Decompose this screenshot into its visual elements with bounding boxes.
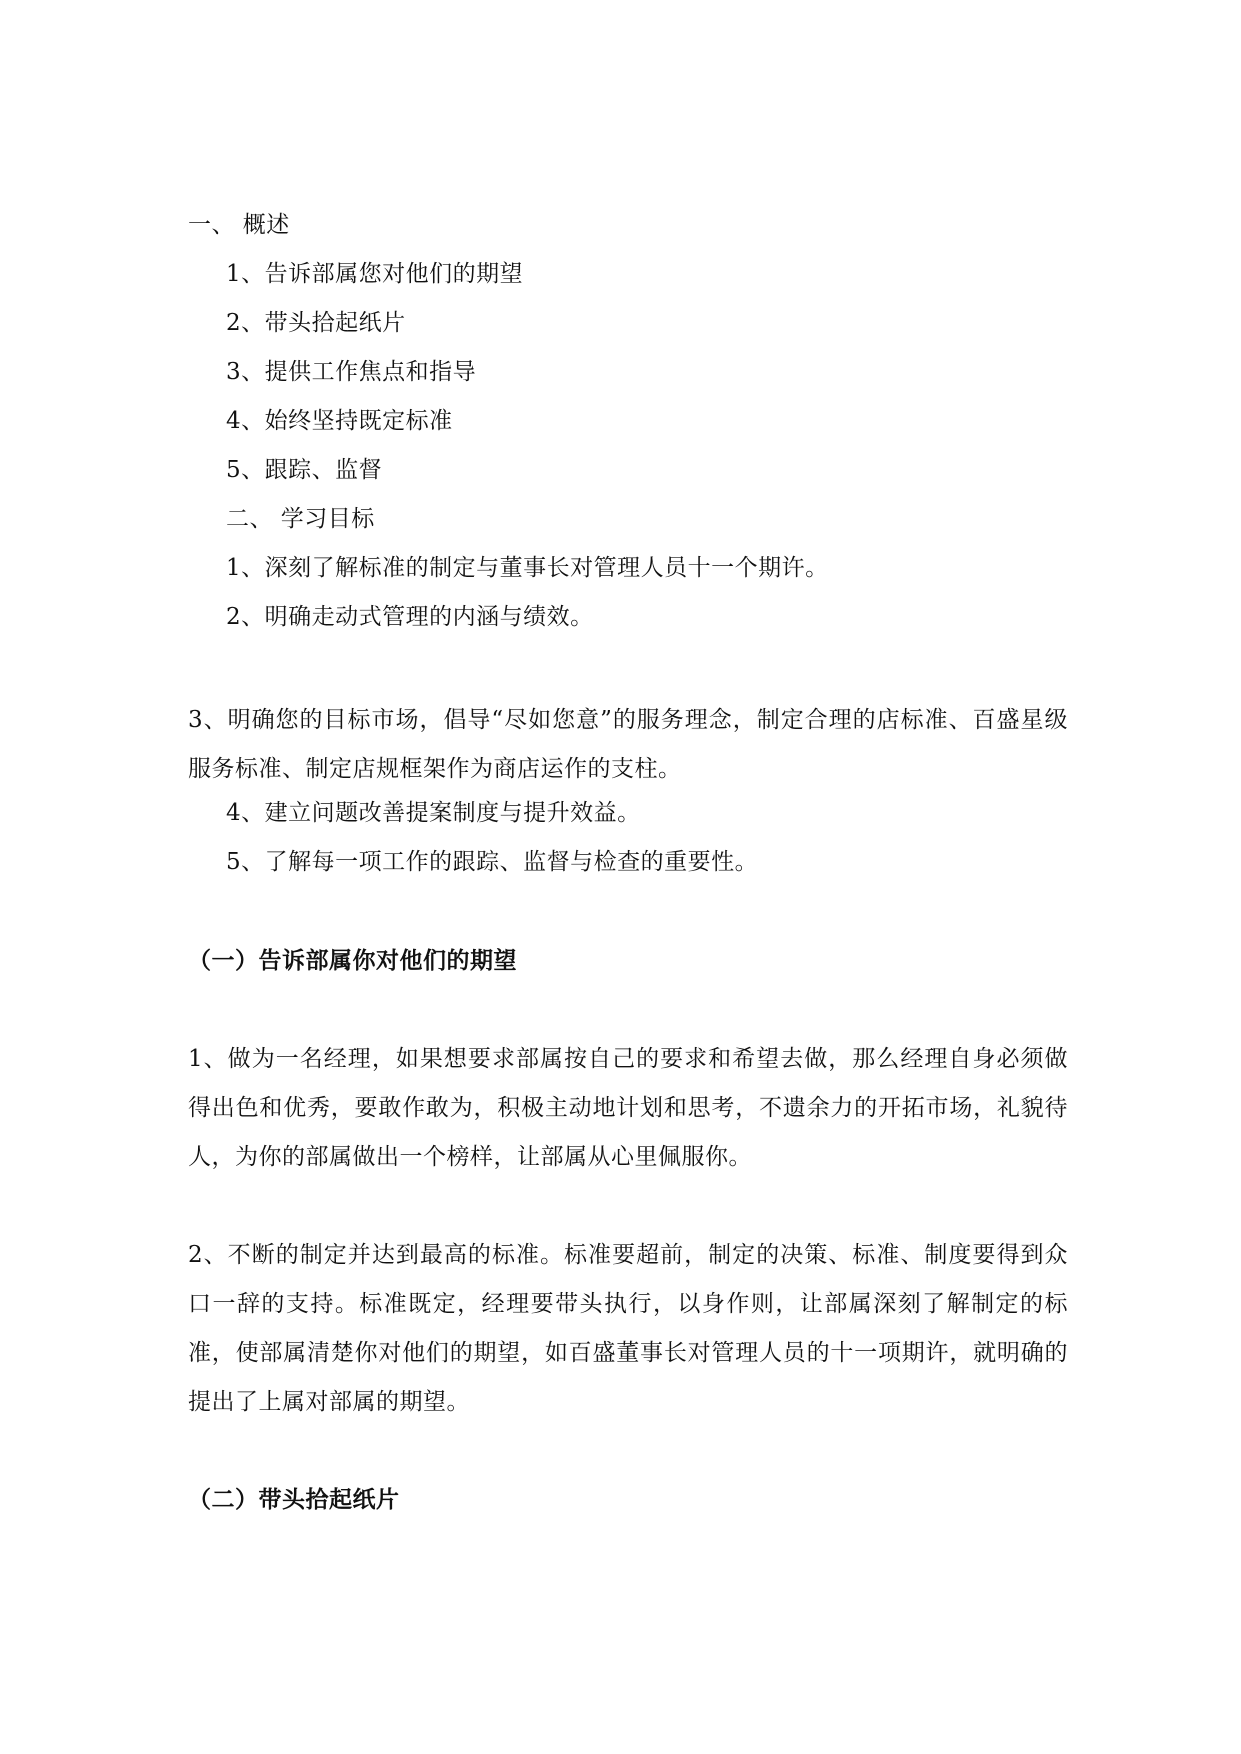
objectives-item-5: 5、了解每一项工作的跟踪、监督与检查的重要性。 <box>226 849 759 875</box>
objectives-item-4: 4、建立问题改善提案制度与提升效益。 <box>226 800 641 826</box>
overview-heading: 一、 概述 <box>188 212 290 238</box>
objectives-item-3: 3、明确您的目标市场，倡导“尽如您意”的服务理念，制定合理的店标准、百盛星级服务标准、制定店规框架作为商店运作的支柱。 <box>188 707 1068 782</box>
overview-item-1: 1、告诉部属您对他们的期望 <box>226 261 524 287</box>
section1-paragraph-1: 1、做为一名经理，如果想要求部属按自己的要求和希望去做，那么经理自身必须做得出色和优秀，要敢作敢为，积极主动地计划和思考，不遗余力的开拓市场，礼貌待人，为你的部属做出一个榜样，让部属从心里佩服你。 <box>188 1046 1068 1170</box>
objectives-item-1: 1、深刻了解标准的制定与董事长对管理人员十一个期许。 <box>226 555 829 581</box>
section-heading-2: （二）带头拾起纸片 <box>188 1486 400 1513</box>
objectives-heading: 二、 学习目标 <box>226 506 375 532</box>
objectives-item-2: 2、明确走动式管理的内涵与绩效。 <box>226 604 594 630</box>
section-heading-1: （一）告诉部属你对他们的期望 <box>188 947 517 974</box>
overview-item-5: 5、跟踪、监督 <box>226 457 383 483</box>
overview-item-4: 4、始终坚持既定标准 <box>226 408 453 434</box>
overview-item-2: 2、带头拾起纸片 <box>226 310 406 336</box>
section1-paragraph-2: 2、不断的制定并达到最高的标准。标准要超前，制定的决策、标准、制度要得到众口一辞的支持。标准既定，经理要带头执行，以身作则，让部属深刻了解制定的标准，使部属清楚你对他们的期望，如百盛董事长对管理人员的十一项期许，就明确的提出了上属对部属的期望。 <box>188 1242 1068 1415</box>
overview-item-3: 3、提供工作焦点和指导 <box>226 359 477 385</box>
